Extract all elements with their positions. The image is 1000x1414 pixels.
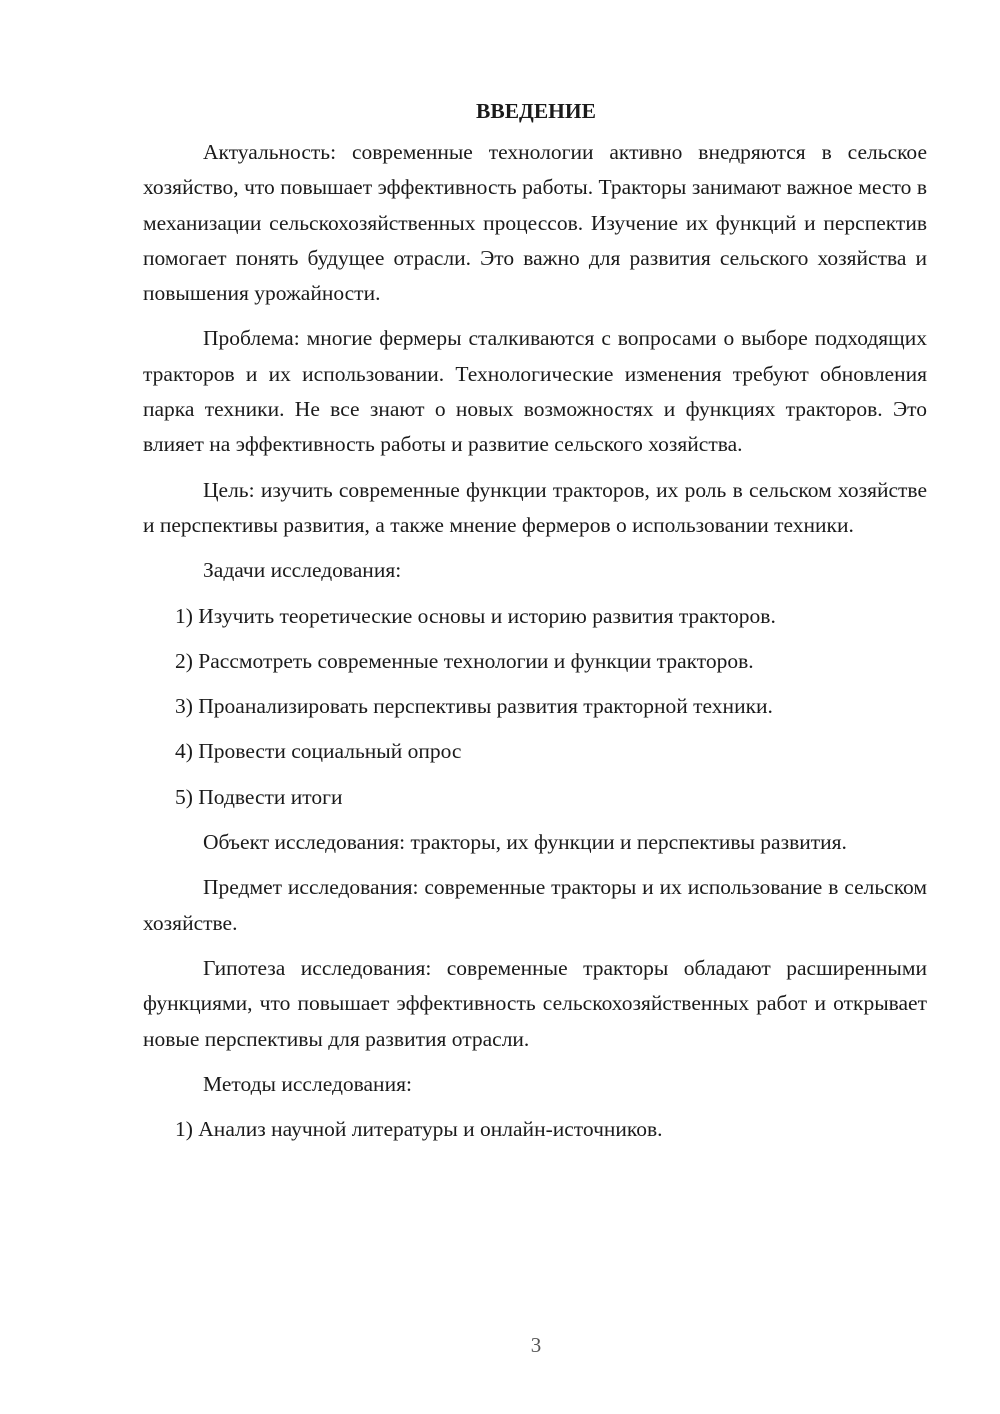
goal-paragraph: Цель: изучить современные функции тракторов, их роль в сельском хозяйстве и перспективы развития, а также мнение фермеров о использовании техники.: [143, 477, 927, 537]
methods-list: [143, 1112, 927, 1147]
list-item: 1) Изучить теоретические основы и историю развития тракторов.: [175, 603, 776, 628]
list-item: 4) Провести социальный опрос: [175, 739, 462, 764]
object-paragraph: Объект исследования: тракторы, их функции и перспективы развития.: [203, 830, 847, 855]
hypothesis-paragraph: Гипотеза исследования: современные тракторы обладают расширенными функциями, что повышает эффективность сельскохозяйственных работ и открывает новые перспективы для развития отрасли.: [143, 955, 927, 1051]
document-page: [143, 96, 927, 1157]
page-title: ВВЕДЕНИЕ: [476, 99, 596, 123]
list-item: 3) Проанализировать перспективы развития тракторной техники.: [175, 694, 773, 719]
list-item: 2) Рассмотреть современные технологии и функции тракторов.: [175, 648, 754, 673]
problem-paragraph: Проблема: многие фермеры сталкиваются с вопросами о выборе подходящих тракторов и их использовании. Технологические изменения требуют обновления парка техники. Не все знают о новых возможностях и функциях тракторов. Это влияет на эффективность работы и развитие сельского хозяйства.: [143, 326, 927, 457]
tasks-heading: Задачи исследования:: [203, 558, 402, 583]
methods-heading: Методы исследования:: [203, 1071, 412, 1096]
subject-paragraph: Предмет исследования: современные тракторы и их использование в сельском хозяйстве.: [143, 875, 927, 935]
list-item: 5) Подвести итоги: [175, 784, 343, 809]
relevance-paragraph: Актуальность: современные технологии активно внедряются в сельское хозяйство, что повышает эффективность работы. Тракторы занимают важное место в механизации сельскохозяйственных процессов. Изучение их функций и перспектив помогает понять будущее отрасли. Это важно для развития сельского хозяйства и повышения урожайности.: [143, 140, 927, 306]
tasks-list: [143, 599, 927, 815]
page-number: 3: [530, 1333, 542, 1357]
list-item: 1) Анализ научной литературы и онлайн-источников.: [175, 1117, 663, 1142]
